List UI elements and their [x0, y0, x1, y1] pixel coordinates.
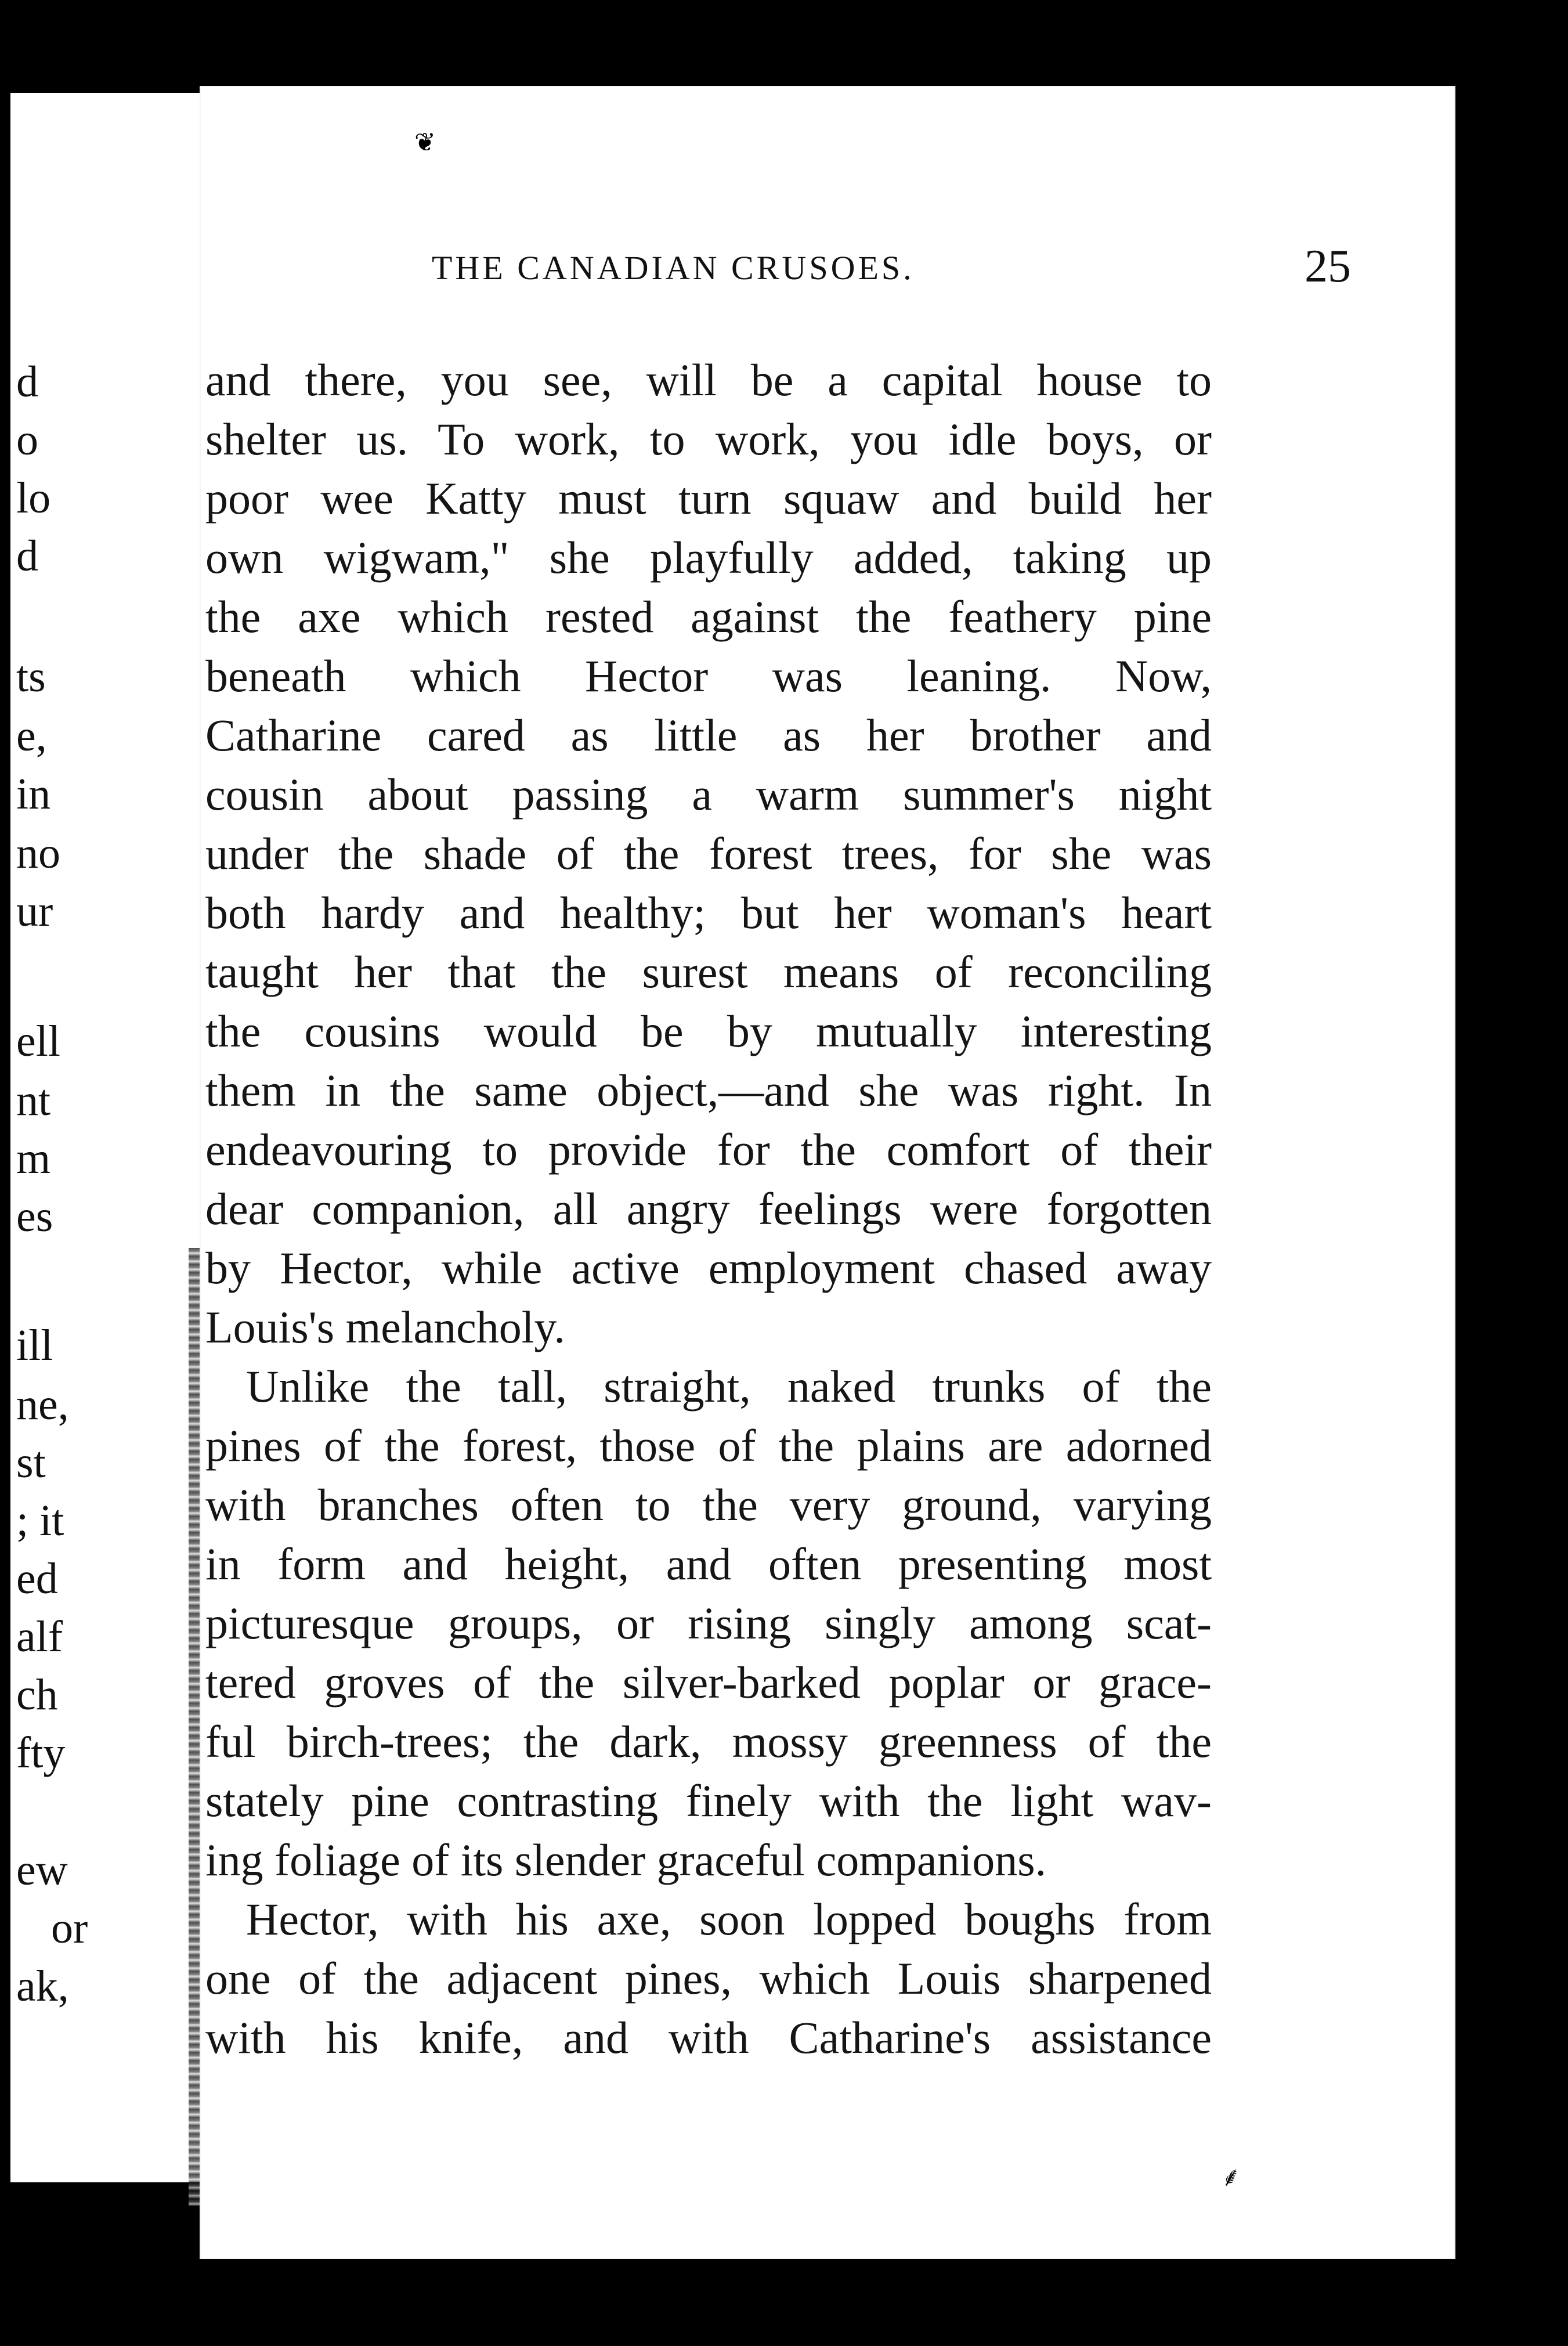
- text-line: poor wee Katty must turn squaw and build her: [205, 473, 1212, 524]
- text-line: under the shade of the forest trees, for she was: [205, 828, 1212, 879]
- book-page: [200, 86, 1455, 2259]
- facing-page-fragment: in: [16, 770, 51, 818]
- text-line: dear companion, all angry feelings were forgotten: [205, 1183, 1212, 1234]
- facing-page-fragment: m: [16, 1134, 51, 1183]
- facing-page-fragment: d: [16, 532, 38, 580]
- facing-page-fragment: no: [16, 829, 60, 878]
- running-head: [200, 241, 1455, 330]
- text-line: them in the same object,—and she was right. In: [205, 1065, 1212, 1116]
- paragraph-first-line: Hector, with his axe, soon lopped boughs from: [246, 1894, 1212, 1944]
- facing-page-fragment: nt: [16, 1076, 51, 1125]
- text-line: one of the adjacent pines, which Louis sharpened: [205, 1953, 1212, 2004]
- text-line: Catharine cared as little as her brother and: [205, 710, 1212, 760]
- facing-page-edge: [10, 93, 208, 2182]
- facing-page-fragment: ; it: [16, 1496, 64, 1545]
- text-line: the cousins would be by mutually interesting: [205, 1006, 1212, 1056]
- text-line: in form and height, and often presenting most: [205, 1539, 1212, 1589]
- facing-page-fragment: e,: [16, 712, 47, 760]
- text-line: cousin about passing a warm summer's night: [205, 769, 1212, 820]
- facing-page-fragment: d: [16, 358, 38, 406]
- running-head-title: THE CANADIAN CRUSOES.: [432, 249, 915, 287]
- page-number: 25: [1305, 241, 1351, 292]
- text-line: shelter us. To work, to work, you idle boys, or: [205, 414, 1212, 464]
- text-line: ing foliage of its slender graceful companions.: [205, 1835, 1047, 1885]
- text-line: Louis's melancholy.: [205, 1302, 565, 1352]
- text-line: both hardy and healthy; but her woman's heart: [205, 887, 1212, 938]
- facing-page-fragment: lo: [16, 474, 51, 522]
- text-line: ful birch-trees; the dark, mossy greenness of the: [205, 1716, 1212, 1767]
- ink-speck: ⸙: [1221, 2161, 1241, 2192]
- facing-page-fragment: st: [16, 1438, 46, 1487]
- facing-page-fragment: alf: [16, 1612, 63, 1661]
- text-line: the axe which rested against the feathery pine: [205, 591, 1212, 642]
- text-line: beneath which Hector was leaning. Now,: [205, 651, 1212, 701]
- text-line: endeavouring to provide for the comfort of their: [205, 1124, 1212, 1175]
- text-line: picturesque groups, or rising singly among scat-: [205, 1598, 1212, 1648]
- facing-page-fragment: es: [16, 1192, 53, 1241]
- text-line: tered groves of the silver-barked poplar or grace-: [205, 1657, 1212, 1708]
- text-line: with branches often to the very ground, varying: [205, 1479, 1212, 1530]
- ink-speck: ❦: [414, 128, 436, 157]
- facing-page-fragment: ell: [16, 1017, 60, 1066]
- facing-page-fragment: fty: [16, 1728, 66, 1777]
- facing-page-fragment: ew: [16, 1846, 68, 1894]
- facing-page-fragment: ak,: [16, 1962, 69, 2011]
- text-line: with his knife, and with Catharine's assistance: [205, 2012, 1212, 2063]
- text-line: own wigwam," she playfully added, taking up: [205, 532, 1212, 583]
- text-line: by Hector, while active employment chased away: [205, 1243, 1212, 1293]
- facing-page-fragment: o: [16, 416, 38, 464]
- text-line: pines of the forest, those of the plains are adorned: [205, 1420, 1212, 1471]
- facing-page-fragment: ch: [16, 1670, 58, 1719]
- text-line: stately pine contrasting finely with the light wav-: [205, 1775, 1212, 1826]
- facing-page-fragment: ur: [16, 887, 53, 936]
- facing-page-fragment: ne,: [16, 1380, 69, 1429]
- facing-page-fragment: or: [51, 1904, 88, 1952]
- text-line: taught her that the surest means of reconciling: [205, 947, 1212, 997]
- facing-page-fragment: ts: [16, 652, 46, 701]
- facing-page-fragment: ed: [16, 1554, 58, 1603]
- text-line: and there, you see, will be a capital house to: [205, 355, 1212, 405]
- paragraph-first-line: Unlike the tall, straight, naked trunks of the: [246, 1361, 1212, 1412]
- facing-page-fragment: ill: [16, 1321, 53, 1370]
